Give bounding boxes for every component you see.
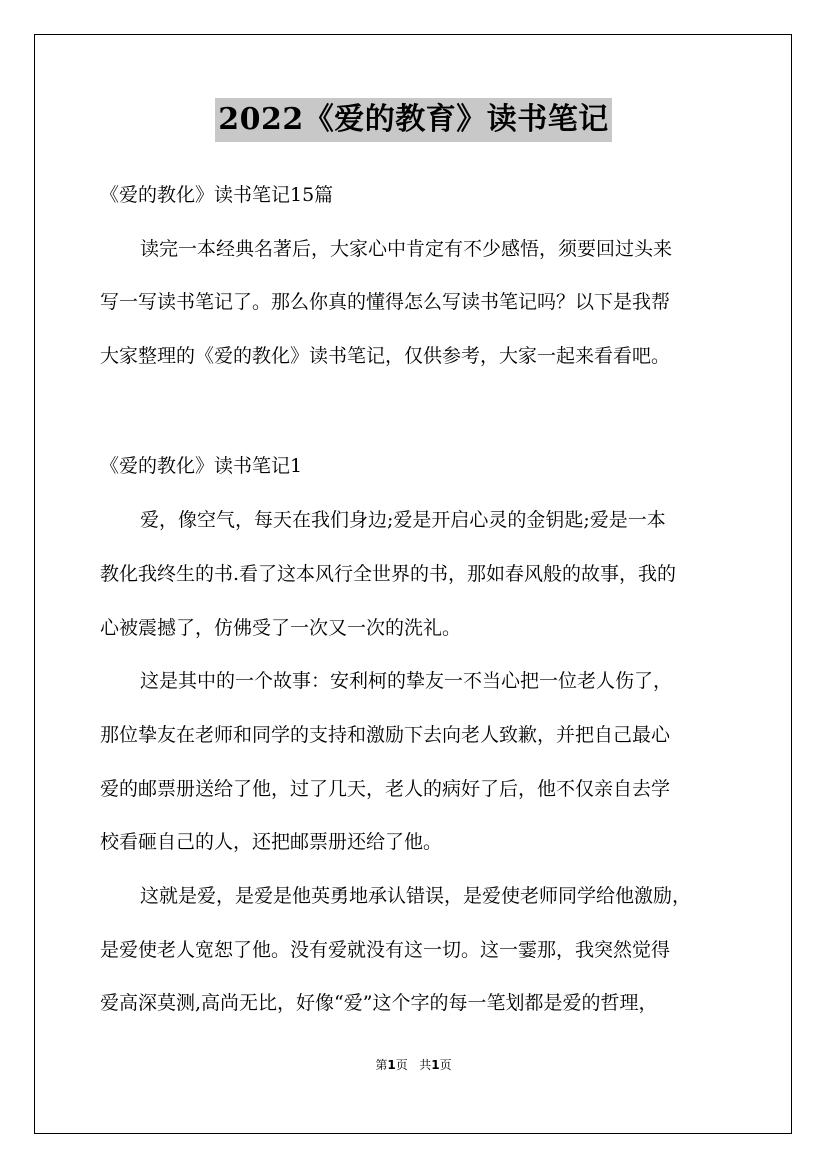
- paragraph-line: 那位挚友在老师和同学的支持和激励下去向老人致歉，并把自己最心: [100, 724, 671, 746]
- paragraph-line: 爱，像空气，每天在我们身边;爱是开启心灵的金钥匙;爱是一本: [140, 509, 666, 531]
- paragraph-line: 教化我终生的书.看了这本风行全世界的书，那如春风般的故事，我的: [100, 563, 677, 585]
- footer-page-suffix: 页: [395, 1058, 408, 1072]
- paragraph-line: 是爱使老人宽恕了他。没有爱就没有这一切。这一霎那，我突然觉得: [100, 939, 671, 961]
- footer-page-number: 1: [387, 1058, 396, 1072]
- paragraph-line: 这是其中的一个故事：安利柯的挚友一不当心把一位老人伤了，: [140, 670, 673, 692]
- footer-page-prefix: 第: [375, 1058, 388, 1072]
- section-heading: 《爱的教化》读书笔记1: [100, 455, 303, 477]
- paragraph-line: 这就是爱，是爱是他英勇地承认错误，是爱使老师同学给他激励，: [140, 885, 692, 907]
- page-footer: [0, 1057, 827, 1073]
- document-subtitle: 《爱的教化》读书笔记15篇: [100, 184, 334, 206]
- intro-line: 大家整理的《爱的教化》读书笔记，仅供参考，大家一起来看看吧。: [100, 345, 671, 367]
- footer-total-prefix: 共: [419, 1058, 432, 1072]
- document-title: 2022《爱的教育》读书笔记: [215, 98, 612, 142]
- paragraph-line: 爱的邮票册送给了他，过了几天，老人的病好了后，他不仅亲自去学: [100, 778, 671, 800]
- intro-line: 读完一本经典名著后，大家心中肯定有不少感悟，须要回过头来: [140, 238, 673, 260]
- title-container: [0, 98, 827, 142]
- paragraph-line: 心被震撼了，仿佛受了一次又一次的洗礼。: [100, 617, 462, 639]
- footer-total-number: 1: [431, 1058, 440, 1072]
- intro-line: 写一写读书笔记了。那么你真的懂得怎么写读书笔记吗？以下是我帮: [100, 291, 671, 313]
- paragraph-line: 爱高深莫测,高尚无比，好像“爱”这个字的每一笔划都是爱的哲理，: [100, 992, 658, 1014]
- footer-total-suffix: 页: [439, 1058, 452, 1072]
- paragraph-line: 校看砸自己的人，还把邮票册还给了他。: [100, 831, 443, 853]
